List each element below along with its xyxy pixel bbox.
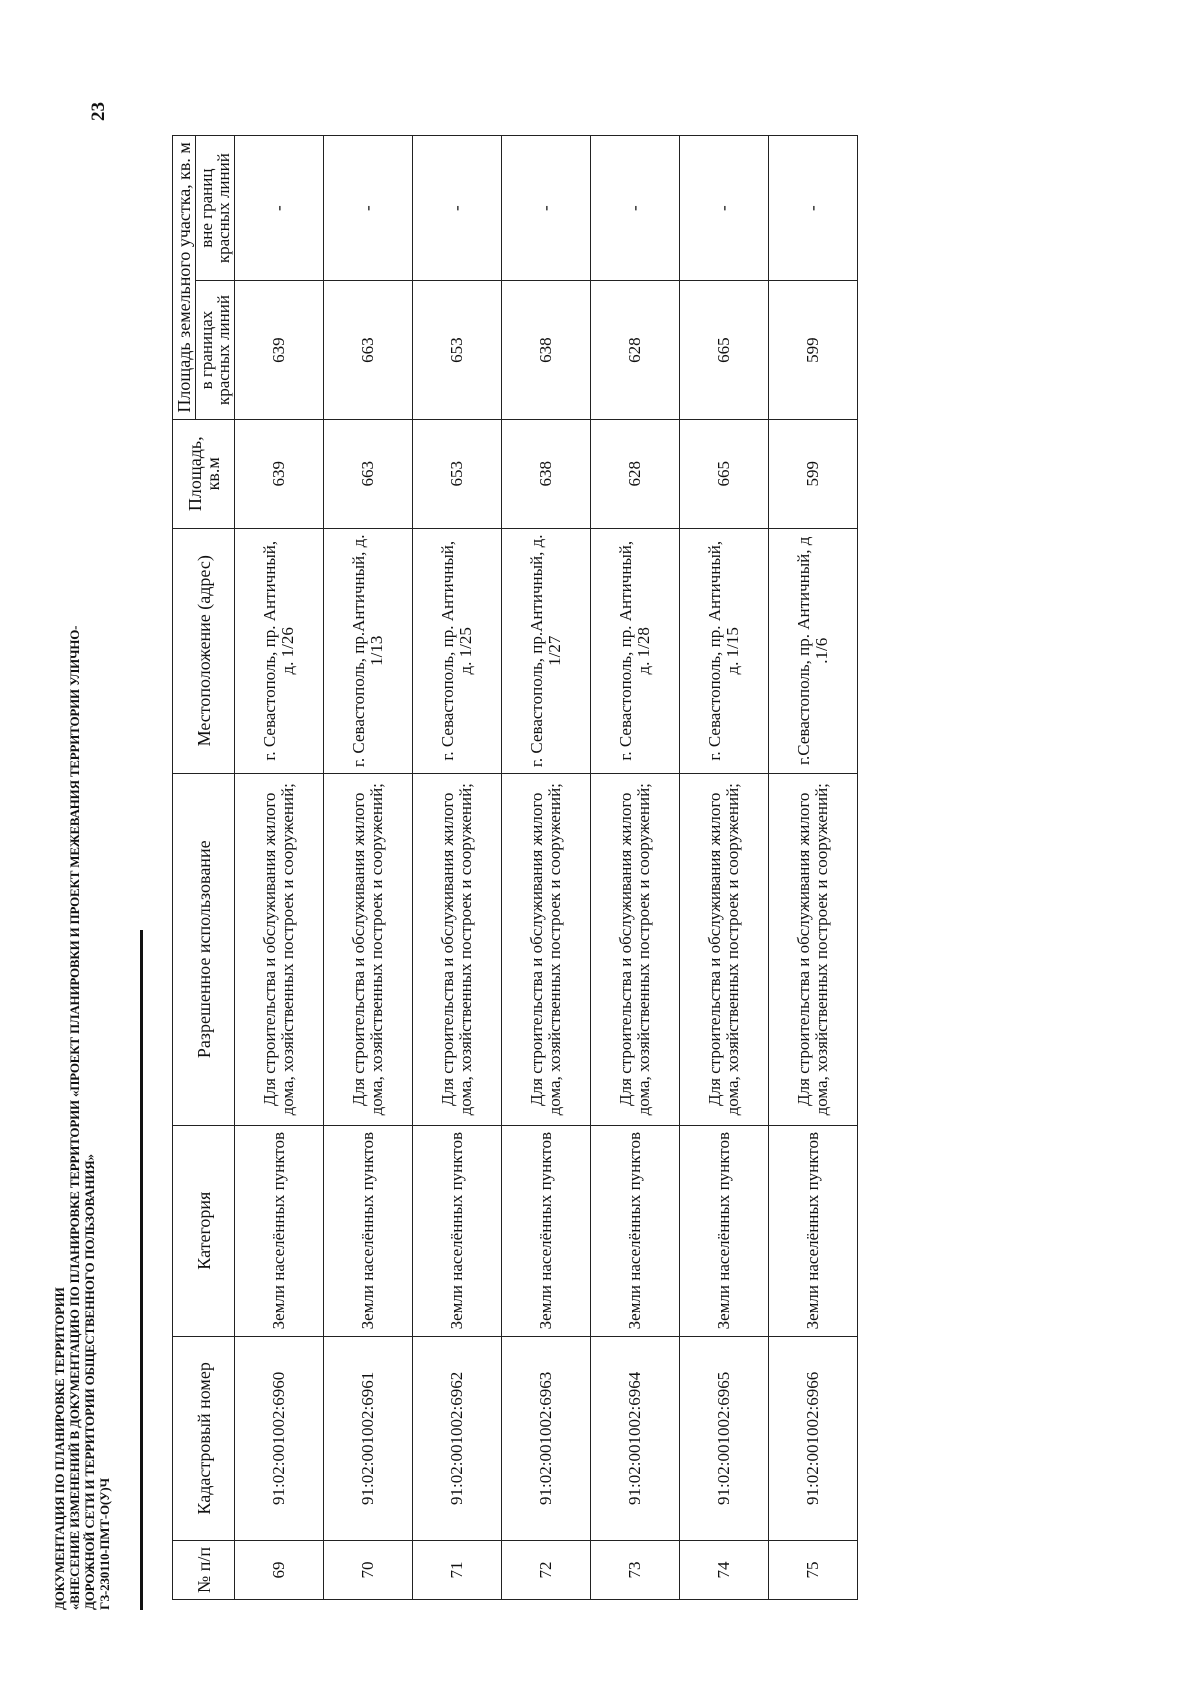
cell-outside: -	[680, 136, 769, 281]
cell-usage: Для строительства и обслуживания жилого дома, хозяйственных построек и сооружений;	[591, 773, 680, 1125]
col-header-usage: Разрешенное использование	[173, 773, 235, 1125]
cell-category: Земли населённых пунктов	[680, 1125, 769, 1336]
cell-num: 71	[413, 1541, 502, 1600]
cell-area: 665	[680, 419, 769, 528]
cell-category: Земли населённых пунктов	[769, 1125, 858, 1336]
cell-cadastral: 91:02:001002:6960	[235, 1336, 324, 1540]
table-row	[591, 136, 680, 1600]
cell-location: г.Севастополь, пр. Античный, д .1/6	[769, 528, 858, 773]
cell-location: г. Севастополь, пр. Античный, д. 1/28	[591, 528, 680, 773]
cell-inside: 665	[680, 281, 769, 419]
cell-outside: -	[324, 136, 413, 281]
table-row	[324, 136, 413, 1600]
cell-inside: 599	[769, 281, 858, 419]
cell-location: г. Севастополь, пр.Античный, д. 1/13	[324, 528, 413, 773]
table-row	[769, 136, 858, 1600]
cell-area: 628	[591, 419, 680, 528]
col-header-outside: вне границ красных линий	[196, 136, 235, 281]
cell-num: 74	[680, 1541, 769, 1600]
col-header-location: Местоположение (адрес)	[173, 528, 235, 773]
cell-outside: -	[413, 136, 502, 281]
header-divider	[140, 930, 143, 1610]
cell-location: г. Севастополь, пр. Античный, д. 1/26	[235, 528, 324, 773]
cell-usage: Для строительства и обслуживания жилого дома, хозяйственных построек и сооружений;	[769, 773, 858, 1125]
cell-cadastral: 91:02:001002:6964	[591, 1336, 680, 1540]
cell-location: г. Севастополь, пр. Античный, д. 1/15	[680, 528, 769, 773]
cell-area: 599	[769, 419, 858, 528]
cell-cadastral: 91:02:001002:6963	[502, 1336, 591, 1540]
header-line-2: «ВНЕСЕНИЕ ИЗМЕНЕНИЙ В ДОКУМЕНТАЦИЮ ПО ПЛАНИРОВКЕ ТЕРРИТОРИИ «ПРОЕКТ ПЛАНИРОВКИ И ПРОЕКТ МЕЖЕВАНИЯ ТЕРРИТОРИИ УЛИЧНО-	[67, 625, 82, 1610]
col-header-plot-area: Площадь земельного участка, кв. м	[173, 136, 196, 420]
table-row	[680, 136, 769, 1600]
header-line-1: ДОКУМЕНТАЦИЯ ПО ПЛАНИРОВКЕ ТЕРРИТОРИИ	[52, 1287, 67, 1610]
cell-inside: 638	[502, 281, 591, 419]
table-header-row	[173, 136, 196, 1600]
cell-cadastral: 91:02:001002:6962	[413, 1336, 502, 1540]
cell-outside: -	[769, 136, 858, 281]
cell-cadastral: 91:02:001002:6966	[769, 1336, 858, 1540]
header-line-3: ДОРОЖНОЙ СЕТИ И ТЕРРИТОРИИ ОБЩЕСТВЕННОГО ПОЛЬЗОВАНИЯ»	[82, 1154, 97, 1610]
cell-inside: 639	[235, 281, 324, 419]
header-line-4: ГЗ-230110-ПМТ-О(У)Ч	[97, 1478, 112, 1610]
cell-outside: -	[235, 136, 324, 281]
document-header	[52, 410, 112, 1610]
col-header-area: Площадь, кв.м	[173, 419, 235, 528]
cell-inside: 653	[413, 281, 502, 419]
cell-num: 75	[769, 1541, 858, 1600]
cell-area: 653	[413, 419, 502, 528]
col-header-inside: в границах красных линий	[196, 281, 235, 419]
cell-area: 663	[324, 419, 413, 528]
cell-area: 638	[502, 419, 591, 528]
cell-location: г. Севастополь, пр. Античный, д. 1/25	[413, 528, 502, 773]
cell-num: 73	[591, 1541, 680, 1600]
cell-inside: 663	[324, 281, 413, 419]
cell-category: Земли населённых пунктов	[502, 1125, 591, 1336]
cell-cadastral: 91:02:001002:6965	[680, 1336, 769, 1540]
col-header-category: Категория	[173, 1125, 235, 1336]
cell-usage: Для строительства и обслуживания жилого дома, хозяйственных построек и сооружений;	[680, 773, 769, 1125]
cell-usage: Для строительства и обслуживания жилого дома, хозяйственных построек и сооружений;	[235, 773, 324, 1125]
cell-num: 72	[502, 1541, 591, 1600]
col-header-num: № п/п	[173, 1541, 235, 1600]
cell-inside: 628	[591, 281, 680, 419]
cell-usage: Для строительства и обслуживания жилого дома, хозяйственных построек и сооружений;	[502, 773, 591, 1125]
page-number: 23	[88, 102, 109, 121]
cell-outside: -	[591, 136, 680, 281]
cell-location: г. Севастополь, пр.Античный, д. 1/27	[502, 528, 591, 773]
cell-usage: Для строительства и обслуживания жилого дома, хозяйственных построек и сооружений;	[324, 773, 413, 1125]
cell-num: 69	[235, 1541, 324, 1600]
cell-category: Земли населённых пунктов	[413, 1125, 502, 1336]
cell-category: Земли населённых пунктов	[235, 1125, 324, 1336]
cell-cadastral: 91:02:001002:6961	[324, 1336, 413, 1540]
cell-outside: -	[502, 136, 591, 281]
cell-usage: Для строительства и обслуживания жилого дома, хозяйственных построек и сооружений;	[413, 773, 502, 1125]
cell-num: 70	[324, 1541, 413, 1600]
table-row	[235, 136, 324, 1600]
col-header-cadastral: Кадастровый номер	[173, 1336, 235, 1540]
cell-category: Земли населённых пунктов	[324, 1125, 413, 1336]
table-row	[413, 136, 502, 1600]
cell-area: 639	[235, 419, 324, 528]
land-plots-table	[172, 135, 858, 1600]
table-row	[502, 136, 591, 1600]
cell-category: Земли населённых пунктов	[591, 1125, 680, 1336]
